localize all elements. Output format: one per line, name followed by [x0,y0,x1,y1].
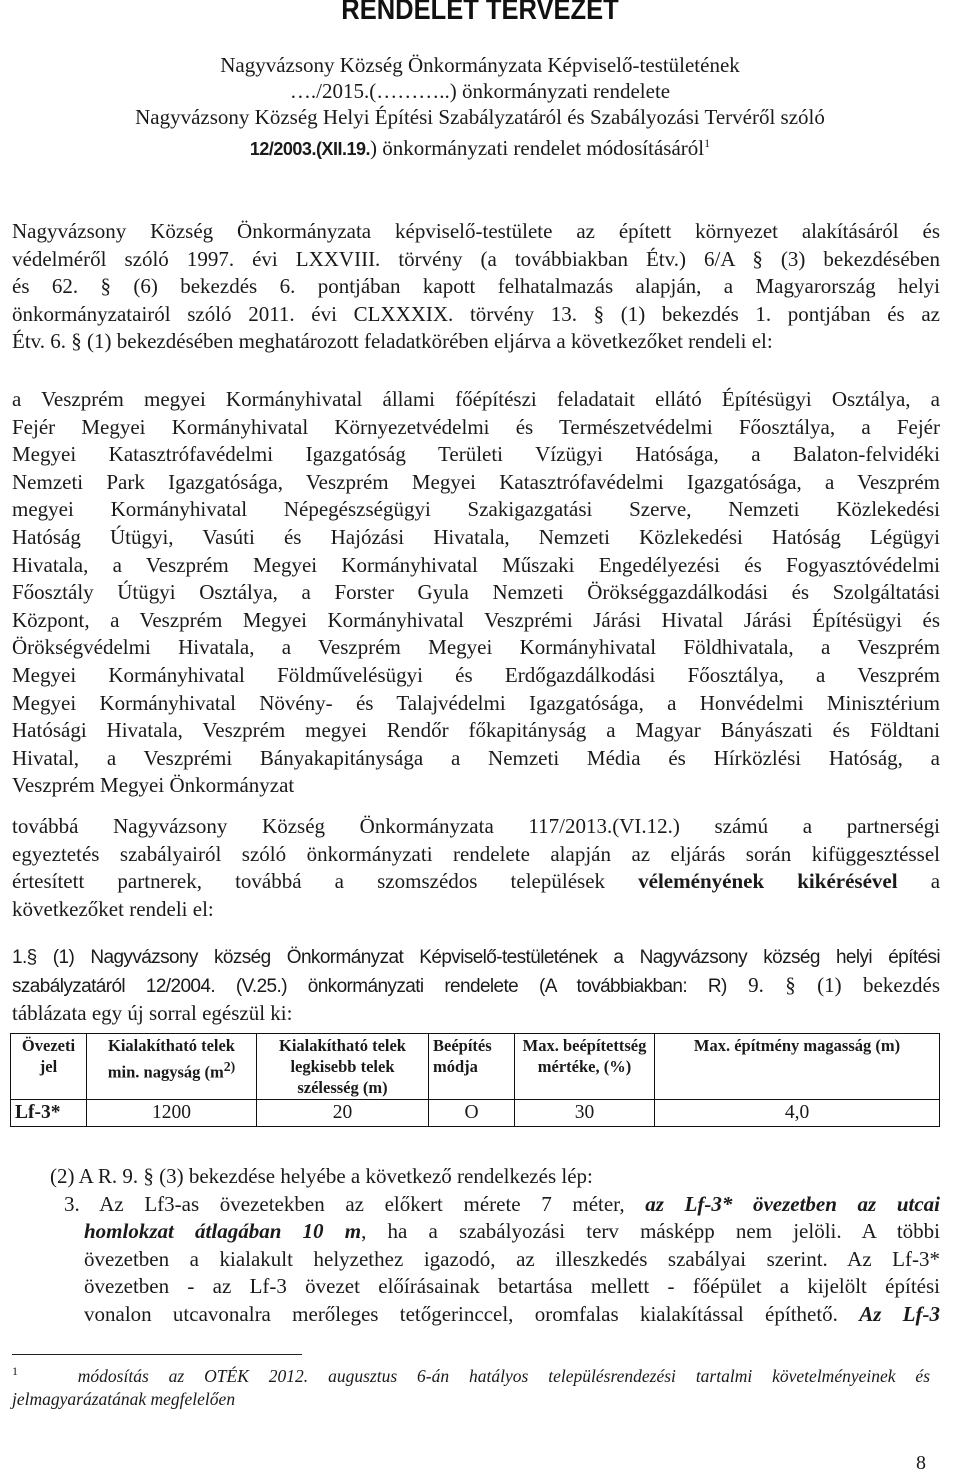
column-header [87,1034,257,1100]
footnote-marker: 1 [12,1364,18,1378]
authorities-line: Örökségvédelmi Hivatala, a Veszprém Megyei Kormányhivatal Földhivatala, a Veszprém [12,635,940,660]
authorities-line: Hatósági Hivatala, Veszprém megyei Rendőr főkapitányság a Magyar Bányászati és Földtani [12,718,940,743]
authorities-line: Megyei Katasztrófavédelmi Igazgatóság Területi Vízügyi Hatósága, a Balaton-felvidéki [12,442,940,467]
authorities-line: Központ, a Veszprém Megyei Kormányhivatal Veszprémi Járási Hivatal Járási Építésügyi és [12,607,940,632]
authorities-line: Megyei Kormányhivatal Földművelésügyi és Erdőgazdálkodási Főosztálya, a Veszprém [12,662,940,687]
column-header: Beépítés módja [429,1034,515,1100]
table-cell: 1200 [87,1100,257,1127]
section-1-line: táblázata egy új sorral egészül ki: [12,1001,293,1026]
section-2-line [50,1191,940,1219]
section-1-text: 9. § (1) bekezdés [748,972,941,997]
partnership-line: következőket rendeli el: [12,896,214,921]
preamble-line: Nagyvázsony Község Önkormányzata képviselő-testülete az épített környezet alakításáról és [12,219,940,243]
heading-line-4-text: ) önkormányzati rendelet módosításáról [369,136,705,160]
section-1-line [12,972,940,1001]
bold-italic-phrase: homlokzat átlagában 10 m [84,1219,362,1244]
column-header: Max. építmény magasság (m) [655,1034,940,1100]
zoning-table [10,1033,940,1127]
table-header-row [11,1034,940,1100]
authorities-line: Hivatal, a Veszprémi Bányakapitánysága a Nemzeti Média és Hírközlési Hatóság, a [12,745,940,770]
authorities-paragraph [12,386,940,800]
authorities-line: Főosztály Útügyi Osztálya, a Forster Gyula Nemzeti Örökséggazdálkodási és Szolgáltatási [12,580,940,605]
authorities-line: Nemzeti Park Igazgatósága, Veszprém Megyei Katasztrófavédelmi Igazgatósága, a Veszprém [12,469,940,494]
authorities-line: Hivatala, a Veszprém Megyei Kormányhivatal Műszaki Engedélyezési és Fogyasztóvédelmi [12,552,940,577]
footnote-ref: 1 [704,136,711,150]
section-2-line: (2) A R. 9. § (3) bekezdése helyébe a következő rendelkezés lép: [50,1164,593,1188]
section-2-line: övezetben a kialakult helyzethez igazodó, az illeszkedés szabályai szerint. Az Lf-3* [84,1246,940,1271]
column-header: Övezeti jel [11,1034,87,1100]
authorities-line: Megyei Kormányhivatal Növény- és Talajvédelmi Igazgatósága, a Honvédelmi Minisztérium [12,690,940,715]
section-2-text: , ha a szabályozási terv másképp nem jelöli. A többi [361,1219,940,1244]
table-cell: Lf-3* [11,1100,87,1127]
bold-phrase: véleményének kikérésével [638,869,898,894]
partnership-text: értesített partnerek, továbbá a szomszédos települések [12,869,606,894]
preamble-line: és 62. § (6) bekezdés 6. pontjában kapott felhatalmazás alapján, a Magyarország helyi [12,274,940,299]
table-row [11,1100,940,1127]
table-cell: 20 [257,1100,429,1127]
document-title: RENDELET TERVEZET [341,0,619,26]
section-1-line: 1.§ (1) Nagyvázsony község Önkormányzat Képviselő-testületének a Nagyvázsony község helyi építési [12,947,940,968]
partnership-line: továbbá Nagyvázsony Község Önkormányzata 117/2013.(VI.12.) számú a partnerségi [12,814,940,838]
footnote [12,1360,930,1411]
section-1-text: szabályzatáról 12/2004. (V.25.) önkormányzati rendelete (A továbbiakban: R) [12,975,727,997]
heading-line-4 [60,130,900,162]
column-header: Kialakítható telek legkisebb telek szélesség (m) [257,1034,429,1100]
partnership-line [12,868,940,896]
preamble-line: védelméről szóló 1997. évi LXXVIII. törvény (a továbbiakban Étv.) 6/A § (3) bekezdésében [12,246,940,271]
authorities-line: Fejér Megyei Kormányhivatal Környezetvédelmi és Természetvédelmi Főosztálya, a Fejér [12,414,940,439]
footnote-divider [12,1354,302,1355]
authorities-line: a Veszprém megyei Kormányhivatal állami főépítészi feladatait ellátó Építésügyi Osztálya, a [12,387,940,411]
partnership-text: a [930,869,941,894]
footnote-text: módosítás az OTÉK 2012. augusztus 6-án hatályos településrendezési tartalmi követelményeinek és [77,1365,931,1386]
authorities-line: megyei Kormányhivatal Népegészségügyi Szakigazgatási Szerve, Nemzeti Közlekedési [12,497,940,522]
section-2-line [50,1218,940,1246]
footnote-line [12,1360,930,1388]
header-sup: 2) [223,1059,236,1074]
partnership-line: egyeztetés szabályairól szóló önkormányzati rendelete alapján az eljárás során kifüggesztéssel [12,841,940,866]
column-header-text: Kialakítható telek min. nagyság (m [107,1036,235,1082]
section-1-paragraph [12,944,940,1028]
footnote-line: jelmagyarázatának megfelelően [12,1388,236,1409]
heading-line-2: …./2015.(………..) önkormányzati rendelete [289,79,671,103]
partnership-paragraph [12,813,940,923]
heading-line-1: Nagyvázsony Község Önkormányzata Képviselő-testületének [220,53,740,77]
table-cell: 4,0 [655,1100,940,1127]
section-2-text: 3. Az Lf3-as övezetekben az előkert mérete 7 méter, [64,1191,625,1216]
bold-italic-phrase: az Lf-3* övezetben az utcai [645,1191,941,1216]
column-header: Max. beépítettség mértéke, (%) [515,1034,655,1100]
preamble-line: Étv. 6. § (1) bekezdésében meghatározott feladatkörében eljárva a következőket rendeli el: [12,329,773,354]
decree-heading [60,52,900,162]
bold-italic-phrase: Az Lf-3 [859,1301,940,1326]
table-cell: 30 [515,1100,655,1127]
section-2-text: vonalon utcavonalra merőleges tetőgerinccel, oromfalas kialakítással építhető. [84,1301,838,1326]
preamble-line: önkormányzatairól szóló 2011. évi CLXXXIX. törvény 13. § (1) bekezdés 1. pontjában és az [12,301,940,326]
heading-line-3: Nagyvázsony Község Helyi Építési Szabályzatáról és Szabályozási Tervéről szóló [135,105,825,129]
authorities-line: Veszprém Megyei Önkormányzat [12,773,295,798]
preamble-paragraph [12,218,940,356]
section-2-paragraph [50,1163,940,1329]
section-2-line [50,1301,940,1329]
decree-number: 12/2003.(XII.19. [249,139,370,159]
section-2-line: övezetben - az Lf-3 övezet előírásainak betartása mellett - főépület a kijelölt építési [84,1274,940,1299]
authorities-line: Hatóság Útügyi, Vasúti és Hajózási Hivatala, Nemzeti Közlekedési Hatóság Légügyi [12,524,940,549]
page-number: 8 [916,1452,926,1474]
table-cell: O [429,1100,515,1127]
